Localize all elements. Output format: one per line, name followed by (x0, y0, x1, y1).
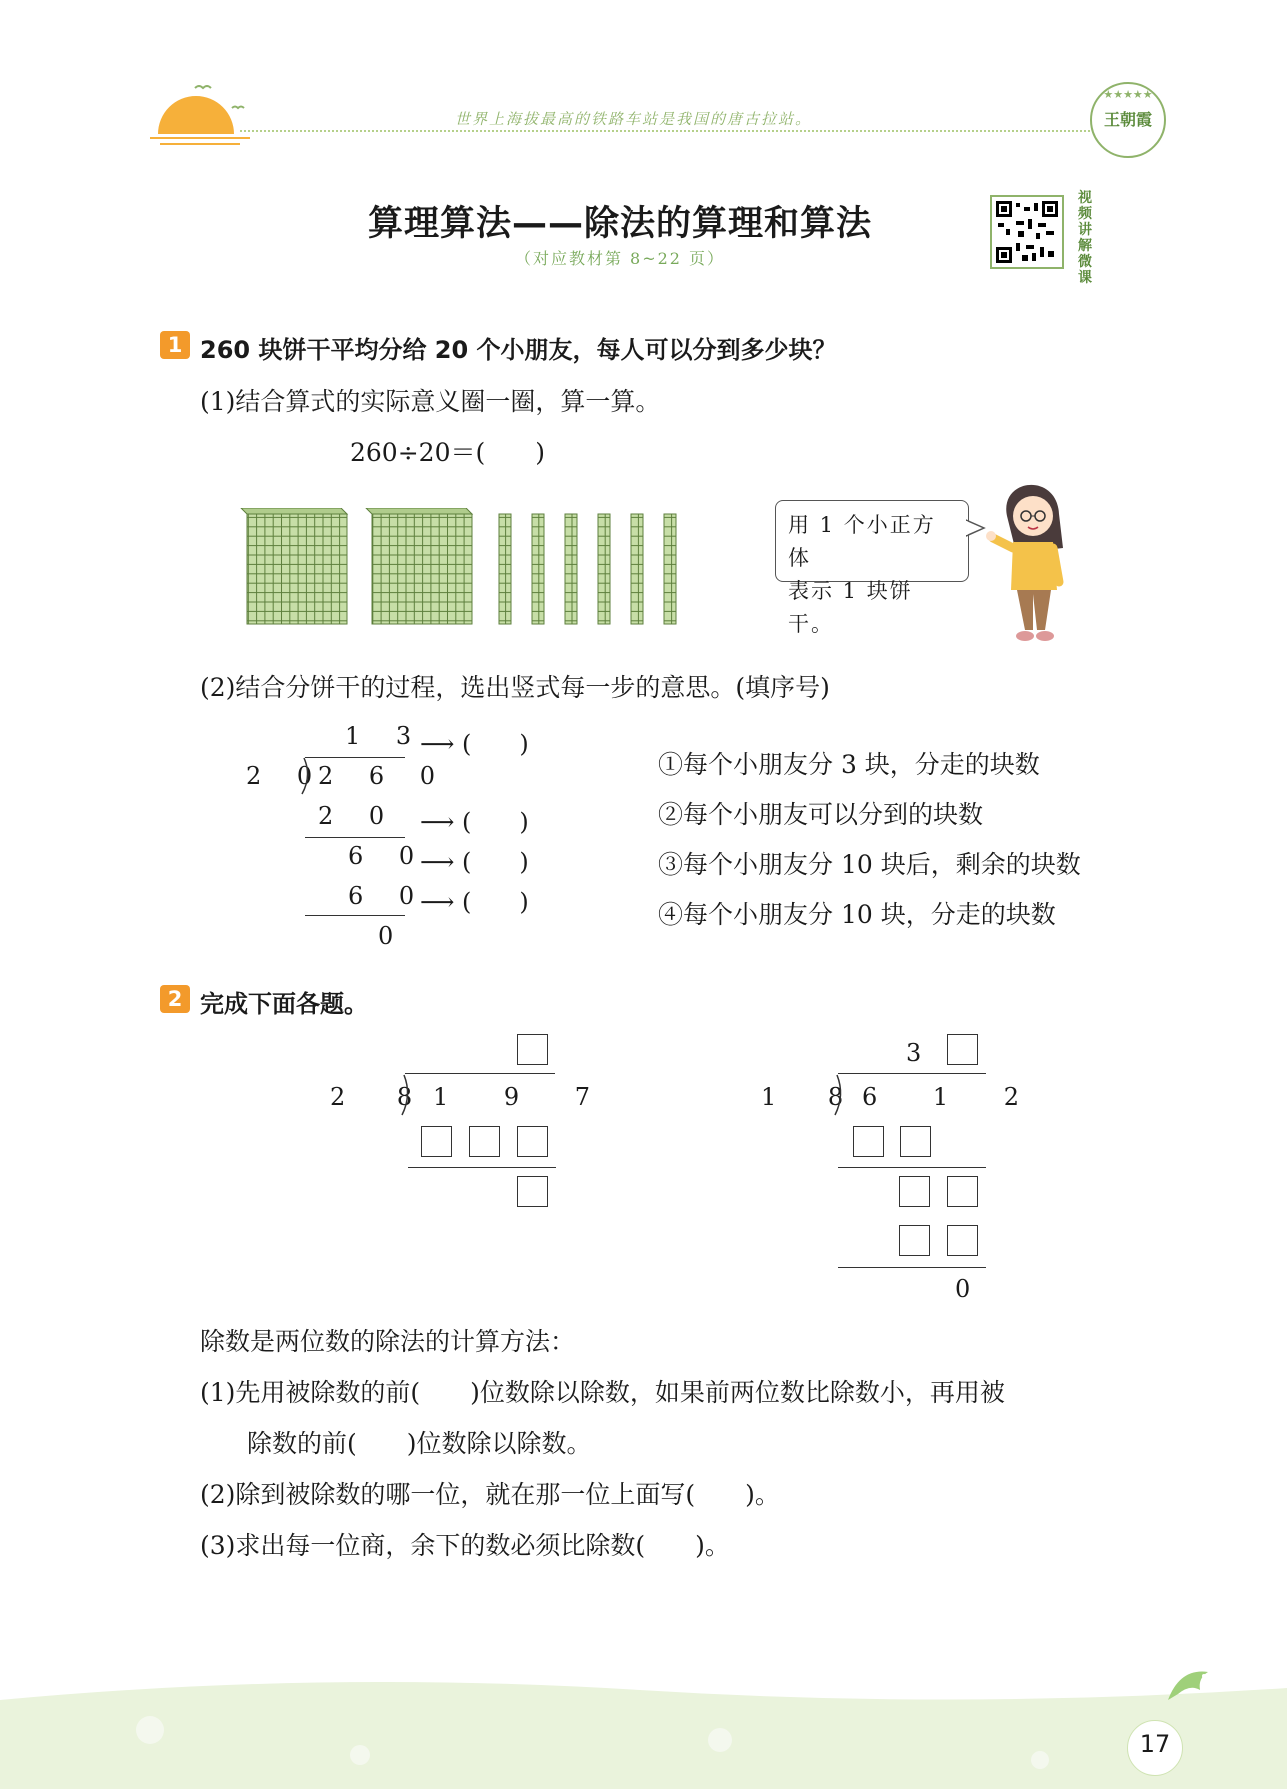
remainder-box-1[interactable] (899, 1176, 930, 1207)
dolphin-icon (1160, 1660, 1220, 1720)
arrow-right-icon: ⟶ (420, 848, 455, 876)
ld1-dividend: 2 6 0 (318, 762, 450, 790)
header-tagline: 世界上海拔最高的铁路车站是我国的唐古拉站。 (455, 110, 813, 128)
ld1-rule1 (305, 837, 405, 838)
lda-dividend: 1 9 7 (433, 1083, 615, 1111)
answer-blank[interactable]: ( ) (462, 808, 529, 836)
answer-blank[interactable]: ( ) (462, 888, 529, 916)
ldb-divisor: 1 8 (761, 1083, 866, 1111)
product-box-2[interactable] (900, 1126, 931, 1157)
method-line-1[interactable]: (1)先用被除数的前( )位数除以除数，如果前两位数比除数小，再用被 (200, 1378, 1005, 1407)
hundred-block-2 (366, 508, 472, 624)
ld1-arrow-row-2 (420, 802, 529, 837)
ldb-quotient-digit: 3 (906, 1039, 936, 1067)
ten-rods (499, 514, 676, 624)
page-subtitle: （对应教材第 8~22 页） (514, 249, 726, 268)
product-box-1[interactable] (421, 1126, 452, 1157)
ld1-remainder1: 6 0 (348, 842, 429, 870)
q2-number: 2 (160, 985, 190, 1013)
remainder-box-2[interactable] (947, 1176, 978, 1207)
method-line-3[interactable]: (3)求出每一位商，余下的数必须比除数( )。 (200, 1531, 730, 1560)
arrow-right-icon: ⟶ (420, 808, 455, 836)
qr-code[interactable] (990, 195, 1064, 269)
product-box-3[interactable] (517, 1126, 548, 1157)
ld1-bar (305, 757, 405, 758)
lda-divisor: 2 8 (330, 1083, 435, 1111)
lda-rule (408, 1167, 556, 1168)
bubble-tail (966, 518, 986, 540)
quotient-box[interactable] (517, 1034, 548, 1065)
arrow-right-icon: ⟶ (420, 730, 455, 758)
ld1-arrow-row-1 (420, 724, 529, 759)
ldb-rule2 (838, 1267, 986, 1268)
quotient-box[interactable] (947, 1034, 978, 1065)
ldb-dividend: 6 1 2 (862, 1083, 1044, 1111)
option-1: ①每个小朋友分 3 块，分走的块数 (658, 750, 1040, 779)
q1-question: 260 块饼干平均分给 20 个小朋友，每人可以分到多少块？ (200, 336, 837, 364)
ldb-bracket (833, 1073, 847, 1117)
option-2: ②每个小朋友可以分到的块数 (658, 800, 984, 829)
lda-bracket (400, 1073, 414, 1117)
ld1-final: 0 (378, 922, 408, 950)
ld1-quotient: 1 3 (345, 722, 426, 750)
sunset-logo (150, 78, 260, 148)
arrow-right-icon: ⟶ (420, 888, 455, 916)
ld1-arrow-row-4 (420, 882, 529, 917)
product2-box-2[interactable] (947, 1225, 978, 1256)
ld1-step2: 6 0 (348, 882, 429, 910)
q2-question: 完成下面各题。 (200, 990, 368, 1018)
girl-illustration (985, 478, 1080, 648)
ldb-rule1 (838, 1167, 986, 1168)
product2-box-1[interactable] (899, 1225, 930, 1256)
q2-heading (160, 984, 368, 1019)
ld1-arrow-row-3 (420, 842, 529, 877)
remainder-box[interactable] (517, 1176, 548, 1207)
qr-pattern-icon (996, 201, 1058, 263)
ldb-bar (838, 1073, 986, 1074)
ld1-divisor: 2 0 (246, 762, 327, 790)
page-title: 算理算法——除法的算理和算法 (367, 204, 872, 244)
product-box-1[interactable] (853, 1126, 884, 1157)
method-line-2[interactable]: (2)除到被除数的哪一位，就在那一位上面写( )。 (200, 1480, 780, 1509)
ldb-final: 0 (955, 1275, 985, 1303)
footer-background (0, 1660, 1287, 1789)
qr-caption: 视 频 讲 解 微 课 (1078, 190, 1092, 286)
option-3: ③每个小朋友分 10 块后，剩余的块数 (658, 850, 1081, 879)
brand-name: 王朝霞 (1103, 110, 1152, 129)
lda-bar (405, 1073, 555, 1074)
q1-equation[interactable]: 260÷20＝( ) (350, 438, 545, 467)
base-ten-blocks (240, 508, 680, 626)
brand-stars-icon: ★★★★★ (1103, 88, 1153, 101)
page-number: 17 (1139, 1730, 1171, 1758)
speech-bubble: 用 1 个小正方体 表示 1 块饼干。 (775, 500, 969, 582)
product-box-2[interactable] (469, 1126, 500, 1157)
method-title: 除数是两位数的除法的计算方法： (200, 1327, 576, 1356)
method-line-1-cont[interactable]: 除数的前( )位数除以除数。 (247, 1429, 592, 1458)
answer-blank[interactable]: ( ) (462, 730, 529, 758)
hundred-block-1 (241, 508, 347, 624)
q1-part1: (1)结合算式的实际意义圈一圈，算一算。 (200, 387, 661, 416)
option-4: ④每个小朋友分 10 块，分走的块数 (658, 900, 1056, 929)
q1-number: 1 (160, 331, 190, 359)
ld1-bracket (300, 756, 314, 796)
brand-badge (1090, 82, 1166, 158)
q1-part2: (2)结合分饼干的过程，选出竖式每一步的意思。(填序号) (200, 673, 830, 702)
header-divider (240, 130, 1090, 132)
answer-blank[interactable]: ( ) (462, 848, 529, 876)
ld1-step1: 2 0 (318, 802, 399, 830)
ld1-rule2 (305, 915, 405, 916)
q1-heading (160, 330, 837, 365)
